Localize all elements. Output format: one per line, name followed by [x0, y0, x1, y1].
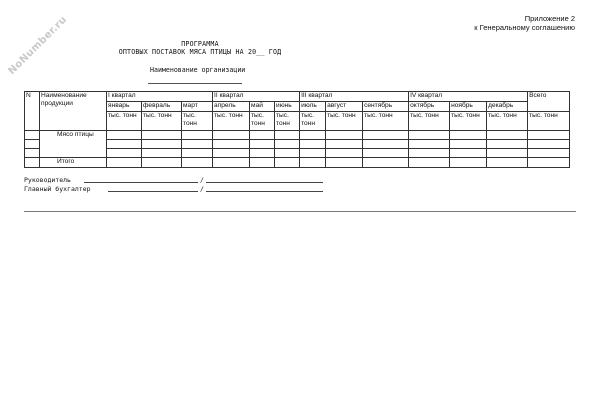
title-line-1: ПРОГРАММА — [181, 40, 219, 48]
header-quarter-1: I квартал — [107, 92, 213, 102]
head-label: Руководитель — [24, 176, 71, 184]
supply-program-table — [24, 91, 570, 168]
header-total: Всего — [528, 92, 570, 112]
table-cell — [528, 131, 570, 140]
table-cell — [363, 131, 409, 140]
table-cell — [487, 140, 528, 149]
table-cell — [213, 158, 250, 168]
table-cell — [250, 140, 275, 149]
table-cell — [182, 158, 213, 168]
table-cell — [487, 158, 528, 168]
table-cell — [300, 149, 326, 158]
table-row — [25, 149, 570, 158]
table-cell — [182, 140, 213, 149]
product-name-cell: Мясо птицы — [40, 131, 107, 158]
title-line-2: ОПТОВЫХ ПОСТАВОК МЯСА ПТИЦЫ НА 20__ ГОД — [118, 48, 282, 56]
head-signature-line — [84, 182, 198, 183]
table-cell — [182, 149, 213, 158]
table-cell — [25, 140, 40, 149]
organization-underline — [148, 83, 242, 84]
unit-cell: тыс. тонн — [528, 112, 570, 131]
table-cell — [213, 149, 250, 158]
unit-cell: тыс. тонн — [300, 112, 326, 131]
table-cell — [107, 149, 142, 158]
table-cell — [487, 149, 528, 158]
table-cell — [450, 131, 487, 140]
month-header: январь — [107, 102, 142, 112]
accountant-signature-line — [108, 191, 198, 192]
table-cell — [25, 131, 40, 140]
slash-separator: / — [200, 184, 204, 193]
header-quarter-3: III квартал — [300, 92, 409, 102]
table-cell — [450, 149, 487, 158]
annex-line-1: Приложение 2 — [524, 14, 575, 23]
unit-cell: тыс. тонн — [363, 112, 409, 131]
unit-cell: тыс. тонн — [182, 112, 213, 131]
head-name-line — [206, 182, 323, 183]
unit-cell: тыс. тонн — [250, 112, 275, 131]
month-header: февраль — [142, 102, 182, 112]
table-cell — [107, 140, 142, 149]
table-cell — [142, 140, 182, 149]
table-cell — [142, 149, 182, 158]
table-cell — [409, 140, 450, 149]
table-cell — [275, 158, 300, 168]
unit-cell: тыс. тонн — [326, 112, 363, 131]
table-cell — [363, 140, 409, 149]
month-header: сентябрь — [363, 102, 409, 112]
table-cell — [142, 158, 182, 168]
unit-cell: тыс. тонн — [275, 112, 300, 131]
table-cell — [326, 149, 363, 158]
table-cell — [213, 140, 250, 149]
table-cell — [275, 140, 300, 149]
table-cell — [250, 158, 275, 168]
table-cell — [107, 131, 142, 140]
table-cell — [213, 131, 250, 140]
unit-cell: тыс. тонн — [107, 112, 142, 131]
accountant-label: Главный бухгалтер — [24, 184, 91, 193]
table-cell — [528, 140, 570, 149]
annex-line-2: к Генеральному соглашению — [474, 23, 575, 32]
table-cell — [450, 158, 487, 168]
table-cell — [25, 149, 40, 158]
total-label: Итого — [40, 158, 107, 168]
table-cell — [450, 140, 487, 149]
month-header: октябрь — [409, 102, 450, 112]
table-row — [25, 140, 570, 149]
table-cell — [326, 158, 363, 168]
month-header: ноябрь — [450, 102, 487, 112]
table-row — [25, 131, 570, 140]
table-cell — [300, 140, 326, 149]
table-cell — [409, 131, 450, 140]
month-header: июль — [300, 102, 326, 112]
month-header: август — [326, 102, 363, 112]
table-cell — [326, 140, 363, 149]
table-cell — [142, 131, 182, 140]
table-cell — [107, 158, 142, 168]
unit-cell: тыс. тонн — [487, 112, 528, 131]
watermark: NoNumber.ru — [6, 14, 70, 77]
table-cell — [300, 158, 326, 168]
unit-cell: тыс. тонн — [213, 112, 250, 131]
header-quarter-2: II квартал — [213, 92, 300, 102]
annex-note — [474, 14, 575, 32]
table-cell — [528, 158, 570, 168]
month-header: май — [250, 102, 275, 112]
table-cell — [300, 131, 326, 140]
table-cell — [409, 149, 450, 158]
table-cell — [326, 131, 363, 140]
header-quarter-4: IV квартал — [409, 92, 528, 102]
month-header: март — [182, 102, 213, 112]
header-product-name: Наименование продукции — [40, 92, 107, 131]
table-cell — [25, 158, 40, 168]
unit-cell: тыс. тонн — [450, 112, 487, 131]
table-cell — [182, 131, 213, 140]
table-cell — [363, 149, 409, 158]
accountant-name-line — [206, 191, 323, 192]
table-cell — [409, 158, 450, 168]
table-cell — [487, 131, 528, 140]
month-header: декабрь — [487, 102, 528, 112]
table-cell — [275, 149, 300, 158]
month-header: апрель — [213, 102, 250, 112]
table-cell — [250, 149, 275, 158]
table-cell — [528, 149, 570, 158]
table-cell — [275, 131, 300, 140]
slash-separator: / — [200, 176, 204, 184]
organization-label: Наименование организации — [150, 66, 246, 74]
total-row — [25, 158, 570, 168]
header-number: N — [25, 92, 40, 131]
document-title — [0, 40, 400, 56]
page-divider — [24, 211, 576, 212]
table-cell — [363, 158, 409, 168]
unit-cell: тыс. тонн — [142, 112, 182, 131]
table-cell — [250, 131, 275, 140]
unit-cell: тыс. тонн — [409, 112, 450, 131]
month-header: июнь — [275, 102, 300, 112]
